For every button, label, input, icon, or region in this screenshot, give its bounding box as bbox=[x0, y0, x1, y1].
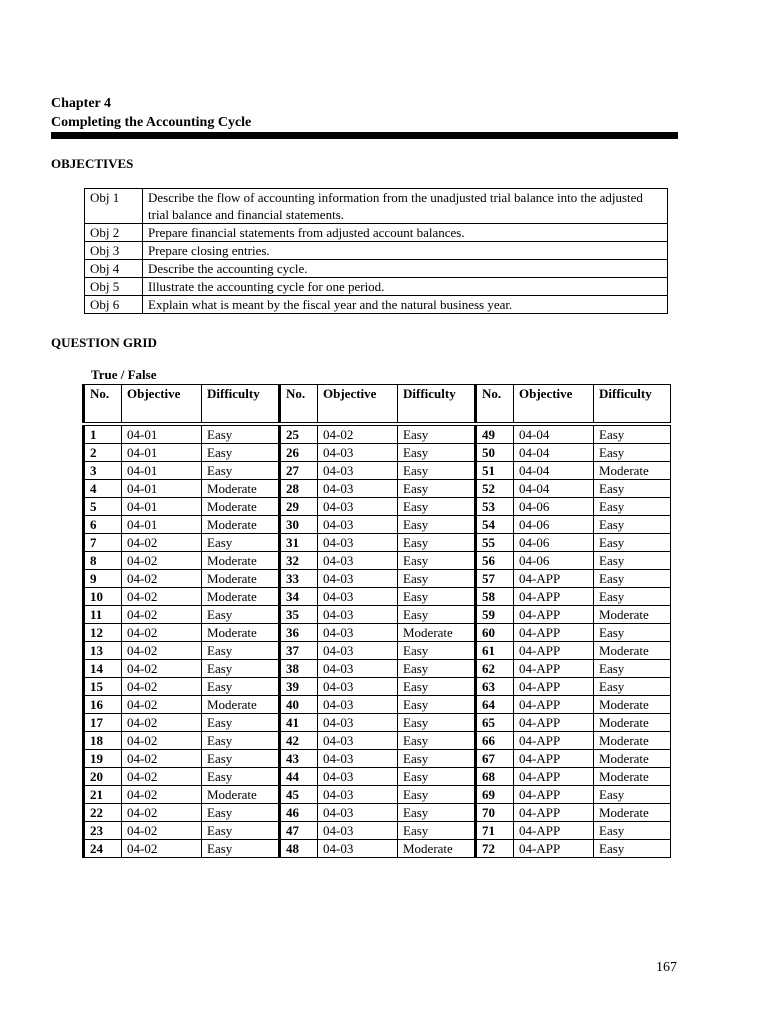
true-false-label: True / False bbox=[91, 367, 157, 382]
difficulty: Easy bbox=[594, 516, 671, 534]
table-row bbox=[84, 624, 671, 642]
difficulty: Easy bbox=[202, 606, 280, 624]
objective-code: 04-APP bbox=[514, 678, 594, 696]
difficulty: Easy bbox=[398, 714, 476, 732]
question-number: 65 bbox=[476, 714, 514, 732]
objective-code: 04-02 bbox=[122, 750, 202, 768]
question-number: 60 bbox=[476, 624, 514, 642]
objective-row bbox=[85, 278, 668, 296]
difficulty: Easy bbox=[398, 822, 476, 840]
question-number: 15 bbox=[84, 678, 122, 696]
difficulty: Easy bbox=[594, 570, 671, 588]
objective-code: 04-APP bbox=[514, 732, 594, 750]
question-number: 11 bbox=[84, 606, 122, 624]
question-number: 71 bbox=[476, 822, 514, 840]
grid-header-cell: Difficulty bbox=[202, 385, 280, 425]
question-number: 55 bbox=[476, 534, 514, 552]
objective-code: 04-06 bbox=[514, 498, 594, 516]
table-row bbox=[84, 786, 671, 804]
objective-id: Obj 2 bbox=[85, 224, 143, 242]
difficulty: Moderate bbox=[594, 714, 671, 732]
objective-code: 04-02 bbox=[122, 732, 202, 750]
objective-code: 04-03 bbox=[318, 696, 398, 714]
objective-code: 04-APP bbox=[514, 822, 594, 840]
question-number: 70 bbox=[476, 804, 514, 822]
difficulty: Easy bbox=[202, 768, 280, 786]
difficulty: Easy bbox=[398, 444, 476, 462]
question-number: 52 bbox=[476, 480, 514, 498]
objective-code: 04-01 bbox=[122, 444, 202, 462]
objective-code: 04-APP bbox=[514, 588, 594, 606]
objective-code: 04-01 bbox=[122, 480, 202, 498]
objective-code: 04-APP bbox=[514, 714, 594, 732]
objective-code: 04-03 bbox=[318, 714, 398, 732]
table-row bbox=[84, 714, 671, 732]
difficulty: Easy bbox=[398, 516, 476, 534]
objective-code: 04-01 bbox=[122, 516, 202, 534]
difficulty: Moderate bbox=[594, 804, 671, 822]
difficulty: Easy bbox=[398, 480, 476, 498]
question-number: 59 bbox=[476, 606, 514, 624]
question-number: 58 bbox=[476, 588, 514, 606]
question-number: 31 bbox=[280, 534, 318, 552]
question-number: 1 bbox=[84, 424, 122, 444]
objective-code: 04-02 bbox=[122, 804, 202, 822]
objective-code: 04-02 bbox=[122, 642, 202, 660]
table-row bbox=[84, 660, 671, 678]
difficulty: Easy bbox=[594, 498, 671, 516]
difficulty: Easy bbox=[398, 588, 476, 606]
difficulty: Easy bbox=[594, 444, 671, 462]
difficulty: Easy bbox=[398, 498, 476, 516]
question-number: 45 bbox=[280, 786, 318, 804]
difficulty: Easy bbox=[398, 552, 476, 570]
question-number: 23 bbox=[84, 822, 122, 840]
objective-code: 04-03 bbox=[318, 480, 398, 498]
objective-code: 04-APP bbox=[514, 786, 594, 804]
question-number: 14 bbox=[84, 660, 122, 678]
table-row bbox=[84, 768, 671, 786]
difficulty: Easy bbox=[398, 534, 476, 552]
difficulty: Moderate bbox=[202, 624, 280, 642]
difficulty: Easy bbox=[202, 642, 280, 660]
difficulty: Easy bbox=[594, 552, 671, 570]
question-number: 39 bbox=[280, 678, 318, 696]
objective-code: 04-06 bbox=[514, 516, 594, 534]
question-number: 24 bbox=[84, 840, 122, 858]
question-number: 29 bbox=[280, 498, 318, 516]
objective-row bbox=[85, 242, 668, 260]
objective-code: 04-03 bbox=[318, 840, 398, 858]
difficulty: Easy bbox=[594, 424, 671, 444]
objective-code: 04-02 bbox=[122, 534, 202, 552]
chapter-title: Chapter 4 bbox=[51, 96, 112, 111]
grid-header-cell: Difficulty bbox=[594, 385, 671, 425]
difficulty: Moderate bbox=[202, 588, 280, 606]
heading-rule bbox=[51, 132, 678, 139]
question-number: 19 bbox=[84, 750, 122, 768]
question-number: 32 bbox=[280, 552, 318, 570]
objective-text: Illustrate the accounting cycle for one period. bbox=[143, 278, 668, 296]
question-number: 64 bbox=[476, 696, 514, 714]
question-number: 48 bbox=[280, 840, 318, 858]
objective-id: Obj 3 bbox=[85, 242, 143, 260]
difficulty: Easy bbox=[398, 424, 476, 444]
question-number: 30 bbox=[280, 516, 318, 534]
question-number: 67 bbox=[476, 750, 514, 768]
difficulty: Moderate bbox=[594, 732, 671, 750]
question-number: 28 bbox=[280, 480, 318, 498]
difficulty: Easy bbox=[398, 732, 476, 750]
difficulty: Easy bbox=[594, 678, 671, 696]
grid-header-cell: Objective bbox=[122, 385, 202, 425]
grid-header-cell: Objective bbox=[318, 385, 398, 425]
objective-code: 04-03 bbox=[318, 786, 398, 804]
difficulty: Moderate bbox=[594, 750, 671, 768]
question-number: 43 bbox=[280, 750, 318, 768]
difficulty: Easy bbox=[202, 732, 280, 750]
objective-code: 04-02 bbox=[122, 786, 202, 804]
objective-code: 04-APP bbox=[514, 804, 594, 822]
question-number: 50 bbox=[476, 444, 514, 462]
question-number: 25 bbox=[280, 424, 318, 444]
objective-code: 04-APP bbox=[514, 840, 594, 858]
objective-code: 04-03 bbox=[318, 552, 398, 570]
question-number: 35 bbox=[280, 606, 318, 624]
objective-code: 04-01 bbox=[122, 424, 202, 444]
objective-code: 04-APP bbox=[514, 750, 594, 768]
question-number: 40 bbox=[280, 696, 318, 714]
question-number: 3 bbox=[84, 462, 122, 480]
question-number: 53 bbox=[476, 498, 514, 516]
objective-code: 04-02 bbox=[122, 714, 202, 732]
question-number: 42 bbox=[280, 732, 318, 750]
question-number: 69 bbox=[476, 786, 514, 804]
difficulty: Easy bbox=[202, 678, 280, 696]
difficulty: Moderate bbox=[202, 696, 280, 714]
difficulty: Easy bbox=[398, 786, 476, 804]
difficulty: Moderate bbox=[202, 498, 280, 516]
table-row bbox=[84, 462, 671, 480]
objective-code: 04-03 bbox=[318, 588, 398, 606]
question-number: 26 bbox=[280, 444, 318, 462]
grid-header-cell: Difficulty bbox=[398, 385, 476, 425]
difficulty: Easy bbox=[398, 696, 476, 714]
objective-text: Describe the accounting cycle. bbox=[143, 260, 668, 278]
table-row bbox=[84, 642, 671, 660]
question-number: 66 bbox=[476, 732, 514, 750]
objective-text: Prepare closing entries. bbox=[143, 242, 668, 260]
question-number: 54 bbox=[476, 516, 514, 534]
difficulty: Moderate bbox=[202, 552, 280, 570]
difficulty: Moderate bbox=[398, 624, 476, 642]
objective-code: 04-03 bbox=[318, 750, 398, 768]
objective-code: 04-03 bbox=[318, 804, 398, 822]
objective-code: 04-02 bbox=[122, 588, 202, 606]
question-number: 27 bbox=[280, 462, 318, 480]
difficulty: Moderate bbox=[202, 480, 280, 498]
table-row bbox=[84, 552, 671, 570]
objective-code: 04-APP bbox=[514, 696, 594, 714]
objective-code: 04-03 bbox=[318, 498, 398, 516]
objective-code: 04-04 bbox=[514, 480, 594, 498]
objective-code: 04-01 bbox=[122, 498, 202, 516]
objective-row bbox=[85, 260, 668, 278]
difficulty: Easy bbox=[398, 642, 476, 660]
question-number: 56 bbox=[476, 552, 514, 570]
table-row bbox=[84, 570, 671, 588]
objective-code: 04-02 bbox=[122, 552, 202, 570]
objective-id: Obj 4 bbox=[85, 260, 143, 278]
table-row bbox=[84, 732, 671, 750]
question-grid-heading: QUESTION GRID bbox=[51, 335, 157, 350]
question-number: 5 bbox=[84, 498, 122, 516]
question-number: 20 bbox=[84, 768, 122, 786]
objective-code: 04-01 bbox=[122, 462, 202, 480]
difficulty: Easy bbox=[202, 750, 280, 768]
difficulty: Moderate bbox=[594, 462, 671, 480]
difficulty: Easy bbox=[202, 714, 280, 732]
table-row bbox=[84, 606, 671, 624]
table-row bbox=[84, 804, 671, 822]
objective-code: 04-03 bbox=[318, 822, 398, 840]
question-number: 63 bbox=[476, 678, 514, 696]
question-number: 2 bbox=[84, 444, 122, 462]
difficulty: Easy bbox=[594, 534, 671, 552]
objective-code: 04-03 bbox=[318, 732, 398, 750]
question-number: 33 bbox=[280, 570, 318, 588]
difficulty: Easy bbox=[594, 624, 671, 642]
objective-code: 04-02 bbox=[122, 768, 202, 786]
difficulty: Easy bbox=[398, 462, 476, 480]
difficulty: Easy bbox=[594, 588, 671, 606]
question-number: 9 bbox=[84, 570, 122, 588]
grid-header-cell: No. bbox=[84, 385, 122, 425]
objective-code: 04-02 bbox=[122, 660, 202, 678]
table-row bbox=[84, 678, 671, 696]
question-number: 51 bbox=[476, 462, 514, 480]
question-number: 13 bbox=[84, 642, 122, 660]
question-number: 44 bbox=[280, 768, 318, 786]
question-number: 38 bbox=[280, 660, 318, 678]
objective-code: 04-02 bbox=[122, 570, 202, 588]
difficulty: Moderate bbox=[594, 642, 671, 660]
question-number: 49 bbox=[476, 424, 514, 444]
question-number: 12 bbox=[84, 624, 122, 642]
difficulty: Easy bbox=[398, 768, 476, 786]
table-row bbox=[84, 480, 671, 498]
difficulty: Easy bbox=[398, 660, 476, 678]
question-number: 36 bbox=[280, 624, 318, 642]
question-number: 37 bbox=[280, 642, 318, 660]
difficulty: Easy bbox=[594, 480, 671, 498]
question-number: 16 bbox=[84, 696, 122, 714]
difficulty: Easy bbox=[398, 606, 476, 624]
table-row bbox=[84, 498, 671, 516]
question-number: 34 bbox=[280, 588, 318, 606]
question-number: 61 bbox=[476, 642, 514, 660]
table-row bbox=[84, 822, 671, 840]
objective-text: Prepare financial statements from adjusted account balances. bbox=[143, 224, 668, 242]
objective-row bbox=[85, 189, 668, 224]
objective-code: 04-04 bbox=[514, 424, 594, 444]
difficulty: Easy bbox=[202, 840, 280, 858]
objective-code: 04-APP bbox=[514, 606, 594, 624]
question-number: 47 bbox=[280, 822, 318, 840]
question-number: 4 bbox=[84, 480, 122, 498]
question-number: 7 bbox=[84, 534, 122, 552]
objective-code: 04-04 bbox=[514, 444, 594, 462]
objective-code: 04-03 bbox=[318, 534, 398, 552]
question-number: 21 bbox=[84, 786, 122, 804]
question-number: 18 bbox=[84, 732, 122, 750]
objective-text: Describe the flow of accounting information from the unadjusted trial balance into the adjusted trial balance and financial statements. bbox=[143, 189, 668, 224]
objective-code: 04-02 bbox=[122, 822, 202, 840]
objective-code: 04-03 bbox=[318, 768, 398, 786]
difficulty: Easy bbox=[594, 822, 671, 840]
page-number: 167 bbox=[656, 960, 677, 975]
question-number: 57 bbox=[476, 570, 514, 588]
objective-code: 04-APP bbox=[514, 768, 594, 786]
difficulty: Easy bbox=[202, 424, 280, 444]
difficulty: Easy bbox=[398, 678, 476, 696]
objective-id: Obj 6 bbox=[85, 296, 143, 314]
difficulty: Easy bbox=[202, 444, 280, 462]
table-row bbox=[84, 750, 671, 768]
objective-code: 04-02 bbox=[318, 424, 398, 444]
difficulty: Easy bbox=[398, 570, 476, 588]
difficulty: Easy bbox=[398, 804, 476, 822]
objective-code: 04-03 bbox=[318, 624, 398, 642]
objectives-heading: OBJECTIVES bbox=[51, 156, 134, 171]
difficulty: Easy bbox=[594, 840, 671, 858]
objective-id: Obj 1 bbox=[85, 189, 143, 224]
objective-row bbox=[85, 296, 668, 314]
difficulty: Moderate bbox=[594, 696, 671, 714]
objective-code: 04-03 bbox=[318, 444, 398, 462]
question-number: 68 bbox=[476, 768, 514, 786]
objective-code: 04-06 bbox=[514, 534, 594, 552]
difficulty: Moderate bbox=[594, 606, 671, 624]
difficulty: Easy bbox=[202, 462, 280, 480]
objective-code: 04-03 bbox=[318, 462, 398, 480]
objective-code: 04-02 bbox=[122, 606, 202, 624]
difficulty: Moderate bbox=[202, 570, 280, 588]
table-row bbox=[84, 424, 671, 444]
chapter-subtitle: Completing the Accounting Cycle bbox=[51, 115, 252, 130]
difficulty: Moderate bbox=[594, 768, 671, 786]
question-number: 46 bbox=[280, 804, 318, 822]
objective-code: 04-06 bbox=[514, 552, 594, 570]
table-row bbox=[84, 516, 671, 534]
difficulty: Moderate bbox=[202, 786, 280, 804]
question-grid-table bbox=[82, 384, 671, 858]
objective-code: 04-03 bbox=[318, 660, 398, 678]
objective-code: 04-APP bbox=[514, 642, 594, 660]
question-number: 22 bbox=[84, 804, 122, 822]
objective-code: 04-03 bbox=[318, 642, 398, 660]
objective-code: 04-02 bbox=[122, 678, 202, 696]
grid-header-cell: No. bbox=[280, 385, 318, 425]
difficulty: Moderate bbox=[398, 840, 476, 858]
objective-code: 04-03 bbox=[318, 678, 398, 696]
objectives-table bbox=[84, 188, 668, 314]
table-row bbox=[84, 696, 671, 714]
difficulty: Easy bbox=[594, 660, 671, 678]
objective-code: 04-04 bbox=[514, 462, 594, 480]
grid-header-cell: No. bbox=[476, 385, 514, 425]
objective-code: 04-APP bbox=[514, 660, 594, 678]
difficulty: Easy bbox=[202, 822, 280, 840]
objective-code: 04-02 bbox=[122, 624, 202, 642]
difficulty: Easy bbox=[202, 660, 280, 678]
objective-text: Explain what is meant by the fiscal year and the natural business year. bbox=[143, 296, 668, 314]
difficulty: Easy bbox=[202, 804, 280, 822]
grid-header-cell: Objective bbox=[514, 385, 594, 425]
question-number: 6 bbox=[84, 516, 122, 534]
difficulty: Easy bbox=[594, 786, 671, 804]
table-row bbox=[84, 588, 671, 606]
objective-code: 04-03 bbox=[318, 606, 398, 624]
objective-code: 04-03 bbox=[318, 516, 398, 534]
table-row bbox=[84, 534, 671, 552]
objective-row bbox=[85, 224, 668, 242]
question-number: 62 bbox=[476, 660, 514, 678]
objective-id: Obj 5 bbox=[85, 278, 143, 296]
objective-code: 04-APP bbox=[514, 570, 594, 588]
objective-code: 04-APP bbox=[514, 624, 594, 642]
objective-code: 04-02 bbox=[122, 840, 202, 858]
question-number: 8 bbox=[84, 552, 122, 570]
table-row bbox=[84, 444, 671, 462]
difficulty: Easy bbox=[398, 750, 476, 768]
question-number: 10 bbox=[84, 588, 122, 606]
question-number: 41 bbox=[280, 714, 318, 732]
objective-code: 04-03 bbox=[318, 570, 398, 588]
table-row bbox=[84, 840, 671, 858]
question-number: 17 bbox=[84, 714, 122, 732]
question-number: 72 bbox=[476, 840, 514, 858]
objective-code: 04-02 bbox=[122, 696, 202, 714]
difficulty: Moderate bbox=[202, 516, 280, 534]
difficulty: Easy bbox=[202, 534, 280, 552]
